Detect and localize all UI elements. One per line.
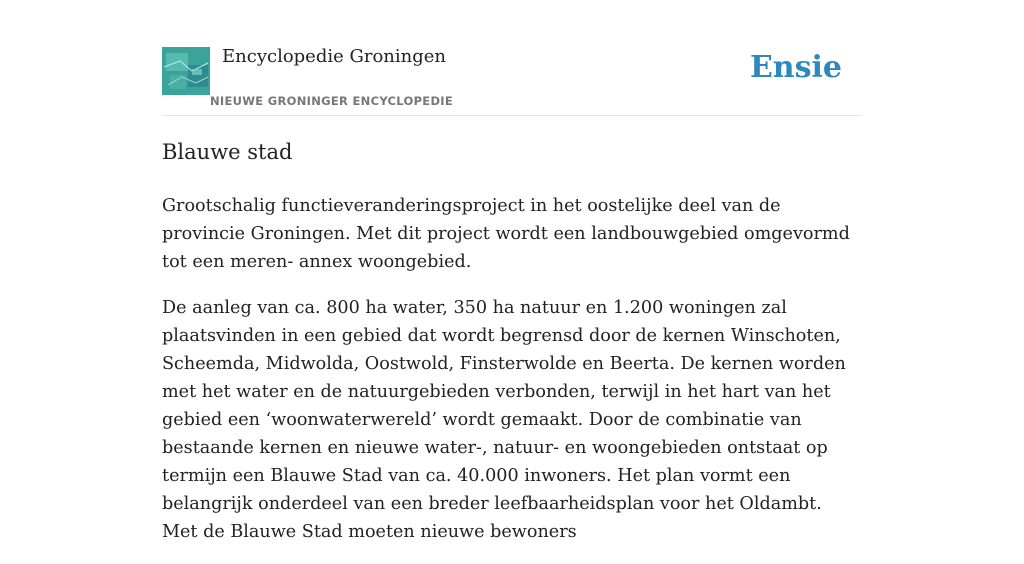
site-avatar[interactable] xyxy=(162,47,210,95)
page-title: Blauwe stad xyxy=(162,140,293,164)
article-paragraph-2: De aanleg van ca. 800 ha water, 350 ha natuur en 1.200 woningen zal plaatsvinden in een gebied dat wordt begrensd door de kernen Winschoten, Scheemda, Midwolda, Oostwold, Finsterwolde en Beerta. De kernen worden met het water en de natuurgebieden verbonden, terwijl in het hart van het gebied een ‘woonwaterwereld’ wordt gemaakt. Door de combinatie van bestaande kernen en nieuwe water-, natuur- en woongebieden ontstaat op termijn een Blauwe Stad van ca. 40.000 inwoners. Het plan vormt een belangrijk onderdeel van een breder leefbaarheidsplan voor het Oldambt. Met de Blauwe Stad moeten nieuwe bewoners xyxy=(162,298,846,542)
ensie-logo[interactable]: Ensie xyxy=(749,50,842,85)
map-thumbnail-icon xyxy=(162,47,210,95)
article-paragraph-1: Grootschalig functieveranderingsproject in het oostelijke deel van de provincie Groningen. Met dit project wordt een landbouwgebied omgevormd tot een meren- annex woongebied. xyxy=(162,196,850,272)
site-header xyxy=(162,0,862,116)
site-subtitle: NIEUWE GRONINGER ENCYCLOPEDIE xyxy=(210,94,454,108)
page-container xyxy=(162,0,862,542)
site-title[interactable]: Encyclopedie Groningen xyxy=(222,46,447,67)
article-body xyxy=(162,192,862,564)
